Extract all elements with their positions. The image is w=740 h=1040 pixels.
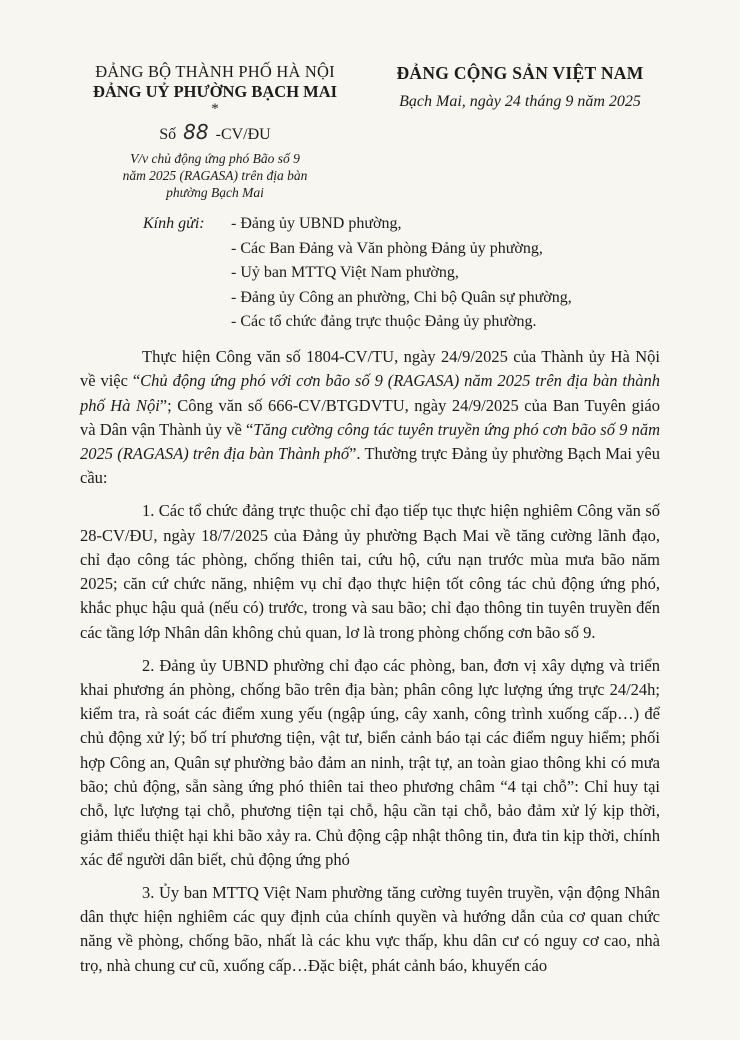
document-subject [70,150,360,201]
subject-line: V/v chủ động ứng phó Bão số 9 [130,151,300,166]
paragraph-3: 3. Ủy ban MTTQ Việt Nam phường tăng cường tuyên truyền, vận động Nhân dân thực hiện nghiêm các quy định của chính quyền và hướng dẫn của cơ quan chức năng về phòng, chống bão, nhất là các khu vực thấp, khu dân cư có nguy cơ cao, nhà trọ, nhà chung cư cũ, xuống cấp…Đặc biệt, phát cảnh báo, khuyến cáo [80,882,660,975]
doc-number-handwritten: 88 [183,120,209,144]
intro-quote-title: Tăng cường công tác tuyên truyền ứng phó cơn bão số 9 năm 2025 (RAGASA) trên địa bàn Thành phố [80,419,660,464]
paragraph-1: 1. Các tổ chức đảng trực thuộc chỉ đạo tiếp tục thực hiện nghiêm Công văn số 28-CV/ĐU, ngày 18/7/2025 của Đảng ủy phường Bạch Mai về tăng cường lãnh đạo, chỉ đạo công tác phòng, chống thiên tai, cứu hộ, cứu nạn trước mùa mưa bão năm 2025; căn cứ chức năng, nhiệm vụ chỉ đạo thực hiện tốt công tác chủ động ứng phó, khắc phục hậu quả (nếu có) trước, trong và sau bão; chỉ đạo thông tin tuyên truyền đến các tầng lớp Nhân dân không chủ quan, lơ là trong phòng chống cơn bão số 9. [80,501,660,642]
recipients-list [143,212,663,335]
national-header [375,62,665,112]
intro-text: ”; Công văn số 666-CV/BTGDVTU, ngày 24/9/2025 của Ban Tuyên giáo và Dân vận Thành ủy về “ [80,395,660,439]
recipient-item: - Các tổ chức đảng trực thuộc Đảng ủy phường. [231,313,537,330]
recipient-item: - Các Ban Đảng và Văn phòng Đảng ủy phường, [231,239,543,257]
doc-number-suffix: -CV/ĐU [215,126,271,143]
document-body [80,345,660,986]
intro-text: Thực hiện Công văn số 1804-CV/TU, ngày 24/9/2025 của Thành ủy Hà Nội về việc “ [80,347,660,391]
recipient-item: - Đảng ủy UBND phường, [231,215,402,232]
recipient-item: - Uỷ ban MTTQ Việt Nam phường, [231,264,459,281]
intro-quote-title: Chủ động ứng phó với cơn bão số 9 (RAGASA) năm 2025 trên địa bàn thành phố Hà Nội [80,371,660,415]
document-number [70,121,360,146]
paragraph-2: 2. Đảng ủy UBND phường chỉ đạo các phòng, ban, đơn vị xây dựng và triển khai phương án phòng, chống bão trên địa bàn; phân công lực lượng ứng trực 24/24h; kiểm tra, rà soát các điểm xung yếu (ngập úng, cây xanh, công trình xuống cấp…) để chủ động xử lý; bố trí phương tiện, vật tư, biển cảnh báo tại các điểm nguy hiểm; phối hợp Công an, Quân sự phường bảo đảm an ninh, trật tự, an toàn giao thông khi có mưa bão; chủ động, sẵn sàng ứng phó thiên tai theo phương châm “4 tại chỗ”: Chỉ huy tại chỗ, lực lượng tại chỗ, phương tiện tại chỗ, hậu cần tại chỗ, bảo đảm xử lý kịp thời, giảm thiểu thiệt hại khi bão xảy ra. Chủ động cập nhật thông tin, đưa tin kịp thời, chính xác để người dân biết, chủ động ứng phó [80,655,660,869]
subject-line: phường Bạch Mai [166,185,264,200]
intro-paragraph [80,345,660,491]
recipients-block [143,212,663,335]
issuer-parent-org: ĐẢNG BỘ THÀNH PHỐ HÀ NỘI [95,62,335,81]
place-date: Bạch Mai, ngày 24 tháng 9 năm 2025 [399,93,641,110]
party-title: ĐẢNG CỘNG SẢN VIỆT NAM [396,63,644,83]
issuer-block [70,62,360,201]
star-mark: * [211,101,219,117]
issuer-org: ĐẢNG UỶ PHƯỜNG BẠCH MAI [92,82,338,101]
subject-line: năm 2025 (RAGASA) trên địa bàn [122,168,308,183]
doc-number-prefix: Số [159,126,177,143]
recipients-label: Kính gửi: [143,215,205,232]
recipient-item: - Đảng ủy Công an phường, Chi bộ Quân sự phường, [231,288,572,306]
intro-text: ”. Thường trực Đảng ủy phường Bạch Mai yêu cầu: [80,444,660,488]
